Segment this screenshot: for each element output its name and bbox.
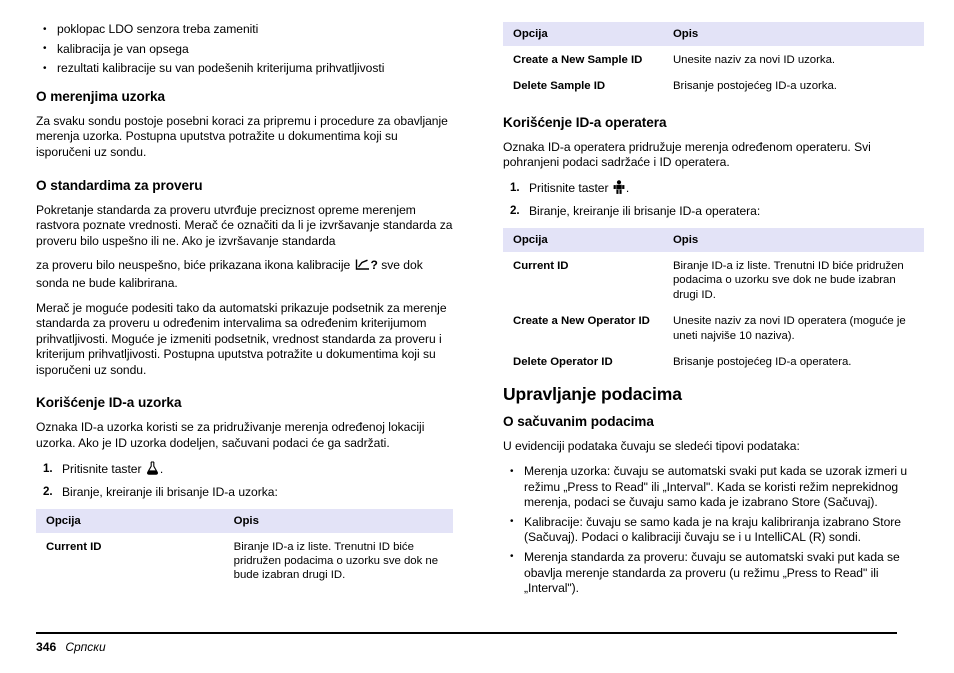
left-column xyxy=(0,0,477,615)
option-name: Delete Operator ID xyxy=(503,348,663,374)
paragraph-check-standards-part-a: Pokretanje standarda za proveru utvrđuje preciznost opreme merenjem rastvora poznate vrednosti. Merač će označiti da li je izvršavanje standarda za proveru bilo uspešno ili ne. Ako je izvršavanje standarda xyxy=(36,202,453,248)
table-row xyxy=(503,72,924,98)
page-number: 346 xyxy=(36,640,57,654)
paragraph-sample-measurements: Za svaku sondu postoje posebni koraci za pripremu i procedure za obavljanje merenja uzorka. Postupna uputstva potražite u dokumentima koji su isporučeni uz sondu. xyxy=(36,113,448,159)
option-description: Unesite naziv za novi ID uzorka. xyxy=(663,46,924,72)
table-header-row xyxy=(503,22,924,46)
step-number: 1. xyxy=(510,180,520,194)
step-number: 2. xyxy=(43,484,53,498)
stored-data-bullet-list xyxy=(503,464,924,597)
step-text: Biranje, kreiranje ili brisanje ID-a operatera: xyxy=(529,203,761,218)
list-item: • rezultati kalibracije su van podešenih kriterijuma prihvatljivosti xyxy=(36,61,453,77)
table-row xyxy=(503,252,924,307)
step-number: 1. xyxy=(43,461,53,475)
paragraph-check-standards-part-b xyxy=(36,258,453,291)
option-name: Current ID xyxy=(36,533,224,588)
flask-icon xyxy=(146,461,159,479)
list-item xyxy=(503,180,924,198)
heading-koriscenje-id-a-uzorka: Korišćenje ID-a uzorka xyxy=(36,395,182,411)
list-item: • Merenja uzorka: čuvaju se automatski svaki put kada se uzorak izmeri u režimu „Press to Read" ili „Interval". Kada se koristi režim neprekidnog merenja, podaci se čuvaju samo kada je izabrano Store (Sačuvaj). xyxy=(503,464,924,511)
step-number: 2. xyxy=(510,203,520,217)
step-text: Pritisnite taster xyxy=(62,461,142,476)
operator-id-steps xyxy=(503,180,924,219)
column-header-opis: Opis xyxy=(663,228,924,252)
column-header-opis: Opis xyxy=(224,509,453,533)
option-description: Brisanje postojećeg ID-a uzorka. xyxy=(663,72,924,98)
option-name: Create a New Sample ID xyxy=(503,46,663,72)
list-item xyxy=(503,203,924,219)
sample-id-options-table xyxy=(36,509,453,588)
intro-bullet-list xyxy=(36,22,453,77)
list-item: • Merenja standarda za proveru: čuvaju se automatski svaki put kada se obavlja merenje standarda za proveru (u režimu „Press to Read" ili „Interval"). xyxy=(503,550,924,597)
operator-id-options-table xyxy=(503,228,924,374)
heading-o-sacuvanim-podacima: O sačuvanim podacima xyxy=(503,414,654,430)
footer-content xyxy=(36,640,106,654)
heading-o-standardima-za-proveru: O standardima za proveru xyxy=(36,177,203,193)
spacer xyxy=(36,170,453,178)
list-item: • kalibracija je van opsega xyxy=(36,42,453,58)
heading-koriscenje-id-a-operatera: Korišćenje ID-a operatera xyxy=(503,114,667,130)
spacer xyxy=(503,374,924,384)
check-standards-text-after-icon: sve dok sonda ne bude kalibrirana. xyxy=(36,258,423,290)
spacer xyxy=(503,99,924,115)
list-item: • Kalibracije: čuvaju se samo kada je na kraju kalibriranja izabrano Store (Sačuvaj). Podaci o kalibraciji čuvaju se i u IntelliCAL (R) sondi. xyxy=(503,515,924,546)
table-row xyxy=(36,533,453,588)
option-description: Unesite naziv za novi ID operatera (moguće je uneti najviše 10 naziva). xyxy=(663,307,924,348)
list-item xyxy=(36,461,453,479)
step-text: Biranje, kreiranje ili brisanje ID-a uzorka: xyxy=(62,484,278,499)
table-header-row xyxy=(36,509,453,533)
column-header-opcija: Opcija xyxy=(503,228,663,252)
heading-o-merenjima-uzorka: O merenjima uzorka xyxy=(36,88,166,104)
calibration-icon-question-mark: ? xyxy=(370,258,378,273)
option-name: Delete Sample ID xyxy=(503,72,663,98)
table-row xyxy=(503,307,924,348)
calibration-icon xyxy=(355,258,370,276)
column-header-opcija: Opcija xyxy=(503,22,663,46)
step-text-suffix: . xyxy=(625,180,630,195)
list-item xyxy=(36,484,453,500)
footer-language-label: Српски xyxy=(65,640,106,654)
paragraph-check-standards-reminder: Merač je moguće podesiti tako da automatski prikazuje podsetnik za merenje standarda za proveru u određenim intervalima sa određenim kriterijumom prihvatljivosti. Moguće je izmeniti podsetnik, vrednost standarda za proveru i kriterijum prihvatljivosti. Postupna uputstva potražite u dokumentima koji su isporučeni uz sondu. xyxy=(36,300,447,377)
spacer xyxy=(36,387,453,395)
footer-divider xyxy=(36,632,897,634)
option-name: Current ID xyxy=(503,252,663,307)
paragraph-operator-id: Oznaka ID-a operatera pridružuje merenja određenom operateru. Svi pohranjeni podaci sadržaće i ID operatera. xyxy=(503,139,871,170)
table-header-row xyxy=(503,228,924,252)
column-header-opis: Opis xyxy=(663,22,924,46)
heading-upravljanje-podacima: Upravljanje podacima xyxy=(503,384,682,405)
table-row xyxy=(503,46,924,72)
sample-id-steps xyxy=(36,461,453,500)
paragraph-sample-id: Oznaka ID-a uzorka koristi se za pridruživanje merenja određenoj lokaciji uzorka. Ako je ID uzorka dodeljen, sačuvani podaci će ga sadržati. xyxy=(36,420,425,451)
option-description: Brisanje postojećeg ID-a operatera. xyxy=(663,348,924,374)
column-header-opcija: Opcija xyxy=(36,509,224,533)
step-text: Pritisnite taster xyxy=(529,180,609,195)
option-description: Biranje ID-a iz liste. Trenutni ID biće pridružen podacima o uzorku sve dok ne bude izabran drugi ID. xyxy=(663,252,924,307)
right-column xyxy=(477,0,954,615)
paragraph-stored-data: U evidenciji podataka čuvaju se sledeći tipovi podataka: xyxy=(503,439,800,454)
step-text-suffix: . xyxy=(159,461,164,476)
option-description: Biranje ID-a iz liste. Trenutni ID biće pridružen podacima o uzorku sve dok ne bude izabran drugi ID. xyxy=(224,533,453,588)
check-standards-text-before-icon: za proveru bilo neuspešno, biće prikazana ikona kalibracije xyxy=(36,258,351,273)
list-item: • poklopac LDO senzora treba zameniti xyxy=(36,22,453,38)
operator-icon xyxy=(613,180,625,198)
table-row xyxy=(503,348,924,374)
option-name: Create a New Operator ID xyxy=(503,307,663,348)
sample-id-options-table-continued xyxy=(503,22,924,99)
spacer xyxy=(36,81,453,89)
page-footer xyxy=(0,615,954,673)
